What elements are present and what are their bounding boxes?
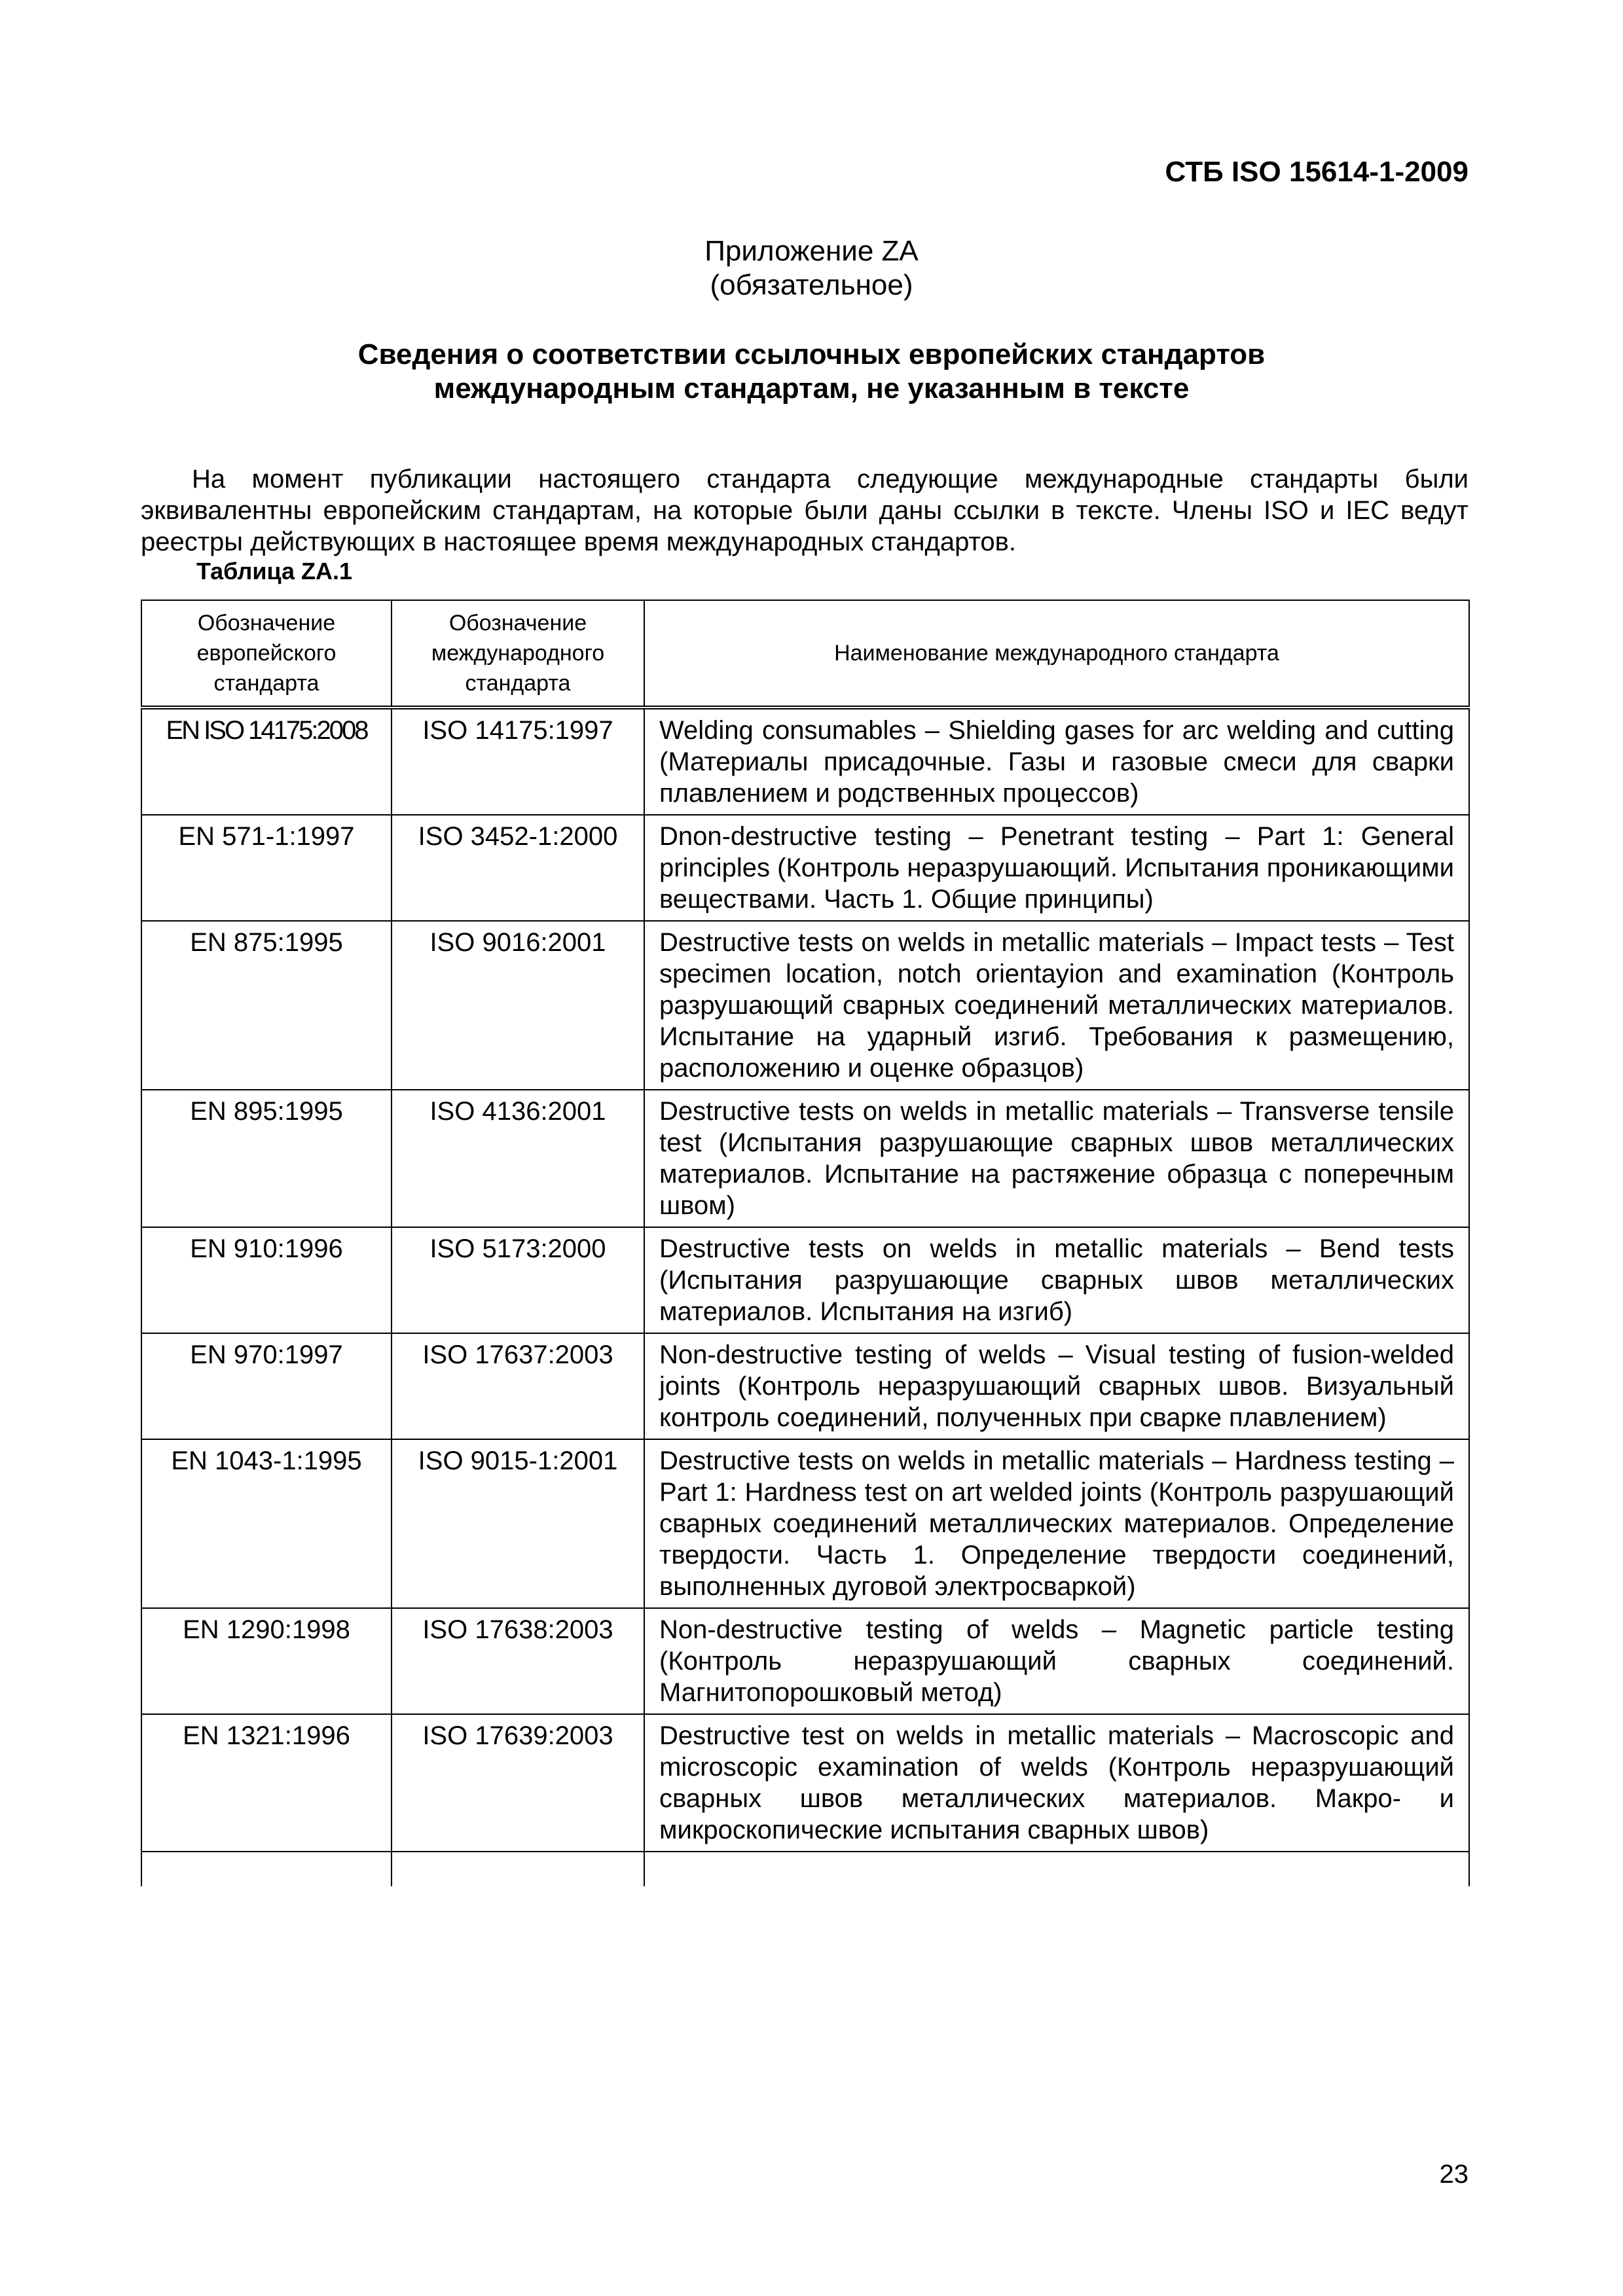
international-standard-cell: ISO 14175:1997 (392, 708, 644, 815)
international-standard-cell: ISO 3452-1:2000 (392, 815, 644, 921)
european-standard-cell: EN 875:1995 (141, 921, 392, 1090)
european-standard-cell: EN 571-1:1997 (141, 815, 392, 921)
table-continuation-row (141, 1852, 1469, 1886)
standard-title-cell: Destructive tests on welds in metallic materials – Transverse tensile test (Испытания разрушающие сварных швов металлических материалов. Испытание на растяжение образца с поперечным швом) (644, 1090, 1469, 1227)
international-standard-cell: ISO 9016:2001 (392, 921, 644, 1090)
empty-cell (392, 1852, 644, 1886)
header-international-standard: Обозначение международного стандарта (392, 600, 644, 708)
empty-cell (644, 1852, 1469, 1886)
empty-cell (141, 1852, 392, 1886)
table-row (141, 1333, 1469, 1439)
annex-title: Приложение ZA (704, 235, 919, 267)
european-standard-cell: EN ISO 14175:2008 (141, 708, 392, 815)
table-row (141, 815, 1469, 921)
table-row (141, 1090, 1469, 1227)
standard-title-cell: Destructive tests on welds in metallic materials – Hardness testing – Part 1: Hardness test on art welded joints (Контроль разрушающий сварных соединений металлических материалов. Определение твердости. Часть 1. Определение твердости соединений, выполненных дуговой электросваркой) (644, 1439, 1469, 1608)
table-row (141, 1439, 1469, 1608)
standard-title-cell: Dnon-destructive testing – Penetrant testing – Part 1: General principles (Контроль неразрушающий. Испытания проникающими веществами. Часть 1. Общие принципы) (644, 815, 1469, 921)
international-standard-cell: ISO 5173:2000 (392, 1227, 644, 1333)
standard-title-cell: Destructive tests on welds in metallic materials – Impact tests – Test specimen location, notch orientayion and examination (Контроль разрушающий сварных соединений металлических материалов. Испытание на ударный изгиб. Требования к размещению, расположению и оценке образцов) (644, 921, 1469, 1090)
standard-title-cell: Non-destructive testing of welds – Magnetic particle testing (Контроль неразрушающий сварных соединений. Магнитопорошковый метод) (644, 1608, 1469, 1714)
standard-title-cell: Welding consumables – Shielding gases for arc welding and cutting (Материалы присадочные. Газы и газовые смеси для сварки плавлением и родственных процессов) (644, 708, 1469, 815)
european-standard-cell: EN 1290:1998 (141, 1608, 392, 1714)
table-row (141, 1608, 1469, 1714)
european-standard-cell: EN 910:1996 (141, 1227, 392, 1333)
table-row (141, 1227, 1469, 1333)
standard-title-cell: Destructive test on welds in metallic materials – Macroscopic and microscopic examination of welds (Контроль неразрушающий сварных швов металлических материалов. Макро- и микроскопические испытания сварных швов) (644, 1714, 1469, 1852)
annex-subtitle: (обязательное) (710, 269, 913, 301)
european-standard-cell: EN 1043-1:1995 (141, 1439, 392, 1608)
european-standard-cell: EN 1321:1996 (141, 1714, 392, 1852)
international-standard-cell: ISO 4136:2001 (392, 1090, 644, 1227)
standards-table (141, 600, 1470, 1886)
european-standard-cell: EN 895:1995 (141, 1090, 392, 1227)
header-european-standard: Обозначение европейского стандарта (141, 600, 392, 708)
page-number: 23 (1439, 2160, 1468, 2189)
international-standard-cell: ISO 9015-1:2001 (392, 1439, 644, 1608)
standard-title-cell: Non-destructive testing of welds – Visual testing of fusion-welded joints (Контроль неразрушающий сварных швов. Визуальный контроль соединений, полученных при сварке плавлением) (644, 1333, 1469, 1439)
annex-heading-line1: Сведения о соответствии ссылочных европейских стандартов (357, 338, 1266, 370)
annex-title-block (0, 234, 1623, 302)
header-standard-title: Наименование международного стандарта (644, 600, 1469, 708)
table-header-row (141, 600, 1469, 708)
table-row (141, 708, 1469, 815)
table-row (141, 1714, 1469, 1852)
table-caption: Таблица ZA.1 (196, 558, 353, 584)
international-standard-cell: ISO 17637:2003 (392, 1333, 644, 1439)
intro-paragraph: На момент публикации настоящего стандарта следующие международные стандарты были эквивалентны европейским стандартам, на которые были даны ссылки в тексте. Члены ISO и IEC ведут реестры действующих в настоящее время международных стандартов. (141, 465, 1468, 556)
international-standard-cell: ISO 17639:2003 (392, 1714, 644, 1852)
annex-heading (0, 338, 1623, 406)
document-code: СТБ ISO 15614-1-2009 (1165, 156, 1468, 188)
annex-heading-line2: международным стандартам, не указанным в тексте (433, 372, 1190, 404)
international-standard-cell: ISO 17638:2003 (392, 1608, 644, 1714)
european-standard-cell: EN 970:1997 (141, 1333, 392, 1439)
standard-title-cell: Destructive tests on welds in metallic materials – Bend tests (Испытания разрушающие сварных швов металлических материалов. Испытания на изгиб) (644, 1227, 1469, 1333)
table-row (141, 921, 1469, 1090)
